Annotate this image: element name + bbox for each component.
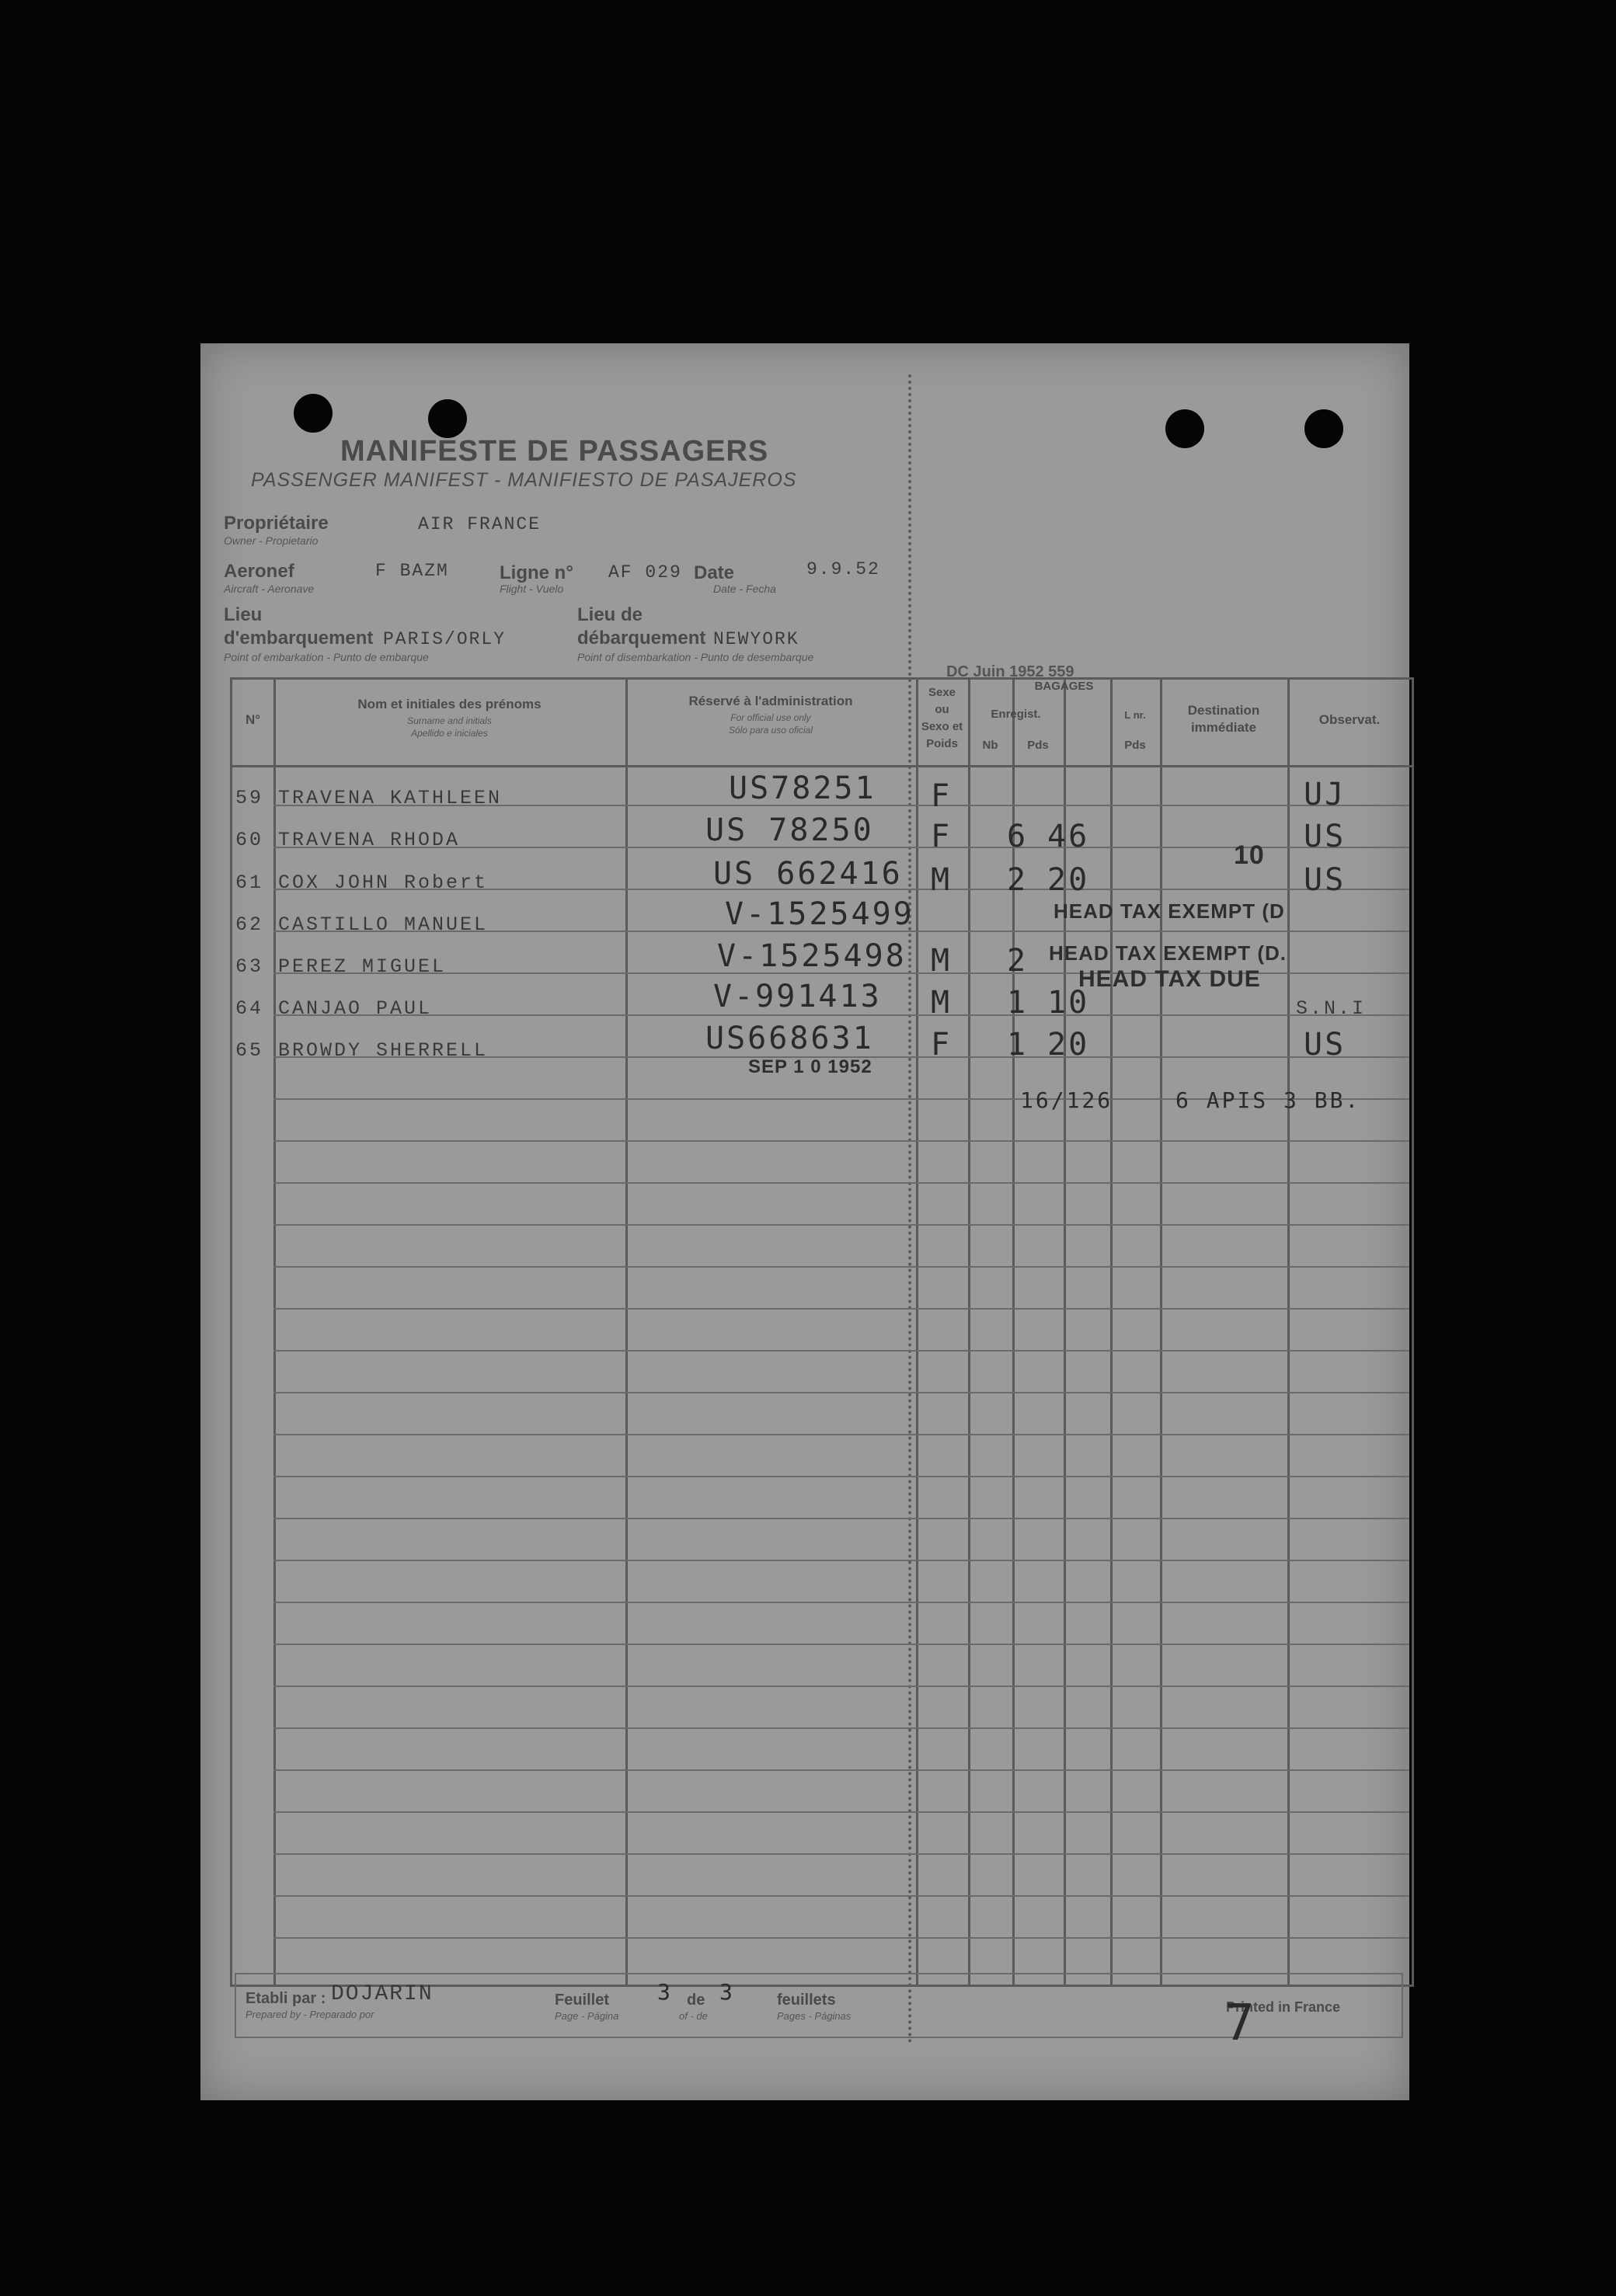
of-label: de bbox=[687, 1992, 705, 2009]
col-excess-pds: Pds bbox=[1124, 739, 1146, 752]
passport-number: V-1525498 bbox=[717, 938, 907, 974]
passenger-name: BROWDY SHERRELL bbox=[278, 1039, 489, 1062]
passport-number: US 662416 bbox=[713, 856, 903, 892]
table-rule bbox=[273, 1727, 1409, 1729]
manifest-sheet bbox=[200, 343, 1409, 2100]
passenger-sex: M bbox=[931, 985, 953, 1021]
row-no: 62 bbox=[235, 913, 264, 936]
col-name-sub1: Surname and initials bbox=[407, 715, 492, 726]
passenger-name: PEREZ MIGUEL bbox=[278, 955, 447, 978]
manifest-title: MANIFESTE DE PASSAGERS bbox=[340, 435, 769, 468]
passenger-name: TRAVENA KATHLEEN bbox=[278, 787, 503, 809]
table-rule bbox=[273, 1140, 1409, 1142]
row-no: 59 bbox=[235, 787, 264, 809]
destination-total-note: 6 APIS 3 BB. bbox=[1175, 1087, 1361, 1113]
remarks: US bbox=[1304, 862, 1346, 898]
table-rule bbox=[273, 1560, 1409, 1561]
passenger-sex: F bbox=[931, 819, 953, 854]
passenger-sex: M bbox=[931, 943, 953, 979]
table-rule bbox=[273, 1518, 1409, 1519]
disembark-label-1: Lieu de bbox=[577, 604, 643, 625]
punch-hole bbox=[428, 399, 467, 438]
embark-sublabel: Point of embarkation - Punto de embarque bbox=[224, 651, 429, 663]
punch-hole bbox=[1165, 409, 1204, 448]
date-label: Date bbox=[694, 562, 735, 583]
flight-sublabel: Flight - Vuelo bbox=[500, 583, 564, 595]
owner-label: Propriétaire bbox=[224, 513, 329, 534]
baggage-count: 1 bbox=[1007, 1027, 1029, 1063]
row-no: 64 bbox=[235, 997, 264, 1020]
row-no: 63 bbox=[235, 955, 264, 978]
passport-number: US 78250 bbox=[705, 812, 874, 848]
head-tax-stamp: HEAD TAX EXEMPT (D. bbox=[1049, 941, 1287, 965]
col-pds: Pds bbox=[1027, 739, 1049, 752]
aircraft-value: F BAZM bbox=[375, 561, 449, 581]
table-rule bbox=[273, 1350, 1409, 1352]
baggage-count: 1 bbox=[1007, 985, 1029, 1021]
passport-number: V-991413 bbox=[713, 979, 882, 1014]
remarks: US bbox=[1304, 1027, 1346, 1063]
col-destination-1: Destination bbox=[1187, 703, 1260, 718]
baggage-weight: 10 bbox=[1047, 985, 1090, 1021]
col-sex-2: ou bbox=[935, 703, 949, 716]
baggage-count: 2 bbox=[1007, 862, 1029, 898]
aircraft-label: Aeronef bbox=[224, 561, 294, 582]
col-sex-3: Sexo et bbox=[921, 720, 963, 733]
col-remarks: Observat. bbox=[1318, 712, 1381, 727]
disembark-value: NEWYORK bbox=[713, 629, 799, 649]
baggage-weight: 20 bbox=[1047, 862, 1090, 898]
table-rule bbox=[273, 1476, 1409, 1477]
col-excess: L nr. bbox=[1124, 709, 1146, 721]
col-destination-2: immédiate bbox=[1190, 720, 1257, 735]
date-sublabel: Date - Fecha bbox=[713, 583, 776, 595]
destination-mark: 10 bbox=[1234, 840, 1265, 870]
punch-hole bbox=[294, 394, 333, 433]
passenger-name: COX JOHN Robert bbox=[278, 871, 489, 894]
of-value: 3 bbox=[719, 1979, 735, 2005]
baggage-count: 6 bbox=[1007, 819, 1029, 854]
table-rule bbox=[273, 1811, 1409, 1813]
sheet-label: Feuillet bbox=[555, 1992, 610, 2009]
pages-label: feuillets bbox=[777, 1992, 836, 2009]
col-baggage: BAGAGES bbox=[1034, 680, 1094, 693]
table-rule bbox=[273, 1769, 1409, 1771]
manifest-subtitle: PASSENGER MANIFEST - MANIFIESTO DE PASAJEROS bbox=[251, 469, 797, 491]
table-rule bbox=[273, 1266, 1409, 1268]
table-rule bbox=[273, 1895, 1409, 1897]
col-admin-sub2: Sólo para uso oficial bbox=[728, 725, 813, 736]
remarks: US bbox=[1304, 819, 1346, 854]
date-value: 9.9.52 bbox=[806, 559, 880, 579]
row-no: 61 bbox=[235, 871, 264, 894]
pages-sublabel: Pages - Páginas bbox=[777, 2010, 852, 2022]
baggage-count: 2 bbox=[1007, 943, 1029, 979]
col-registered: Enregist. bbox=[991, 708, 1041, 721]
baggage-weight: 46 bbox=[1047, 819, 1090, 854]
col-admin: Réservé à l'administration bbox=[688, 694, 853, 708]
disembark-sublabel: Point of disembarkation - Punto de desembarque bbox=[577, 651, 814, 663]
owner-sublabel: Owner - Propietario bbox=[224, 534, 319, 547]
table-rule bbox=[273, 1308, 1409, 1310]
baggage-total: 16/126 bbox=[1020, 1087, 1113, 1113]
aircraft-sublabel: Aircraft - Aeronave bbox=[224, 583, 315, 595]
remarks: UJ bbox=[1304, 777, 1346, 812]
table-rule bbox=[273, 1685, 1409, 1687]
disembark-label-2: débarquement bbox=[577, 628, 706, 649]
owner-value: AIR FRANCE bbox=[418, 514, 542, 534]
printed-in-france: Printed in France bbox=[1226, 1999, 1341, 2015]
flight-label: Ligne n° bbox=[500, 562, 573, 583]
table-rule bbox=[273, 1644, 1409, 1645]
passenger-sex: F bbox=[931, 1027, 953, 1063]
passenger-name: CANJAO PAUL bbox=[278, 997, 433, 1020]
embark-value: PARIS/ORLY bbox=[383, 629, 507, 649]
head-tax-due-stamp: HEAD TAX DUE bbox=[1078, 966, 1261, 992]
col-nb: Nb bbox=[982, 739, 998, 752]
table-rule bbox=[273, 1224, 1409, 1226]
table-rule bbox=[273, 1434, 1409, 1435]
table-rule bbox=[273, 1182, 1409, 1184]
passenger-sex: F bbox=[931, 778, 953, 814]
form-code: DC Juin 1952 559 bbox=[946, 663, 1074, 680]
remarks: S.N.I bbox=[1296, 997, 1367, 1020]
passenger-sex: M bbox=[931, 862, 953, 898]
prepared-value: DOJARIN bbox=[331, 1982, 434, 2006]
embark-label-2: d'embarquement bbox=[224, 628, 374, 649]
col-sex-1: Sexe bbox=[928, 686, 956, 699]
passport-number: US78251 bbox=[729, 771, 876, 806]
col-name-sub2: Apellido e iniciales bbox=[411, 728, 488, 739]
page-mark: 7 bbox=[1224, 1995, 1257, 2052]
prepared-sublabel: Prepared by - Preparado por bbox=[246, 2009, 374, 2020]
head-tax-stamp: HEAD TAX EXEMPT (D bbox=[1054, 899, 1285, 923]
embark-label-1: Lieu bbox=[224, 604, 263, 625]
flight-value: AF 029 bbox=[608, 562, 682, 583]
table-rule bbox=[273, 1602, 1409, 1603]
of-sublabel: of - de bbox=[679, 2010, 708, 2022]
passenger-name: TRAVENA RHODA bbox=[278, 829, 461, 851]
passenger-name: CASTILLO MANUEL bbox=[278, 913, 489, 936]
row-no: 65 bbox=[235, 1039, 264, 1062]
sheet-value: 3 bbox=[657, 1979, 673, 2005]
sheet-sublabel: Page - Página bbox=[555, 2010, 619, 2022]
table-rule bbox=[273, 1937, 1409, 1939]
table-rule bbox=[273, 1014, 1409, 1016]
row-no: 60 bbox=[235, 829, 264, 851]
baggage-weight: 20 bbox=[1047, 1027, 1090, 1063]
table-rule bbox=[273, 1392, 1409, 1393]
date-stamp: SEP 1 0 1952 bbox=[748, 1056, 872, 1077]
col-sex-4: Poids bbox=[926, 737, 958, 750]
passport-number: US668631 bbox=[705, 1021, 874, 1056]
col-admin-sub1: For official use only bbox=[730, 712, 811, 723]
col-no: N° bbox=[245, 712, 261, 727]
table-rule bbox=[273, 1853, 1409, 1855]
passport-number: V-1525499 bbox=[725, 896, 914, 932]
prepared-label: Etabli par : bbox=[246, 1990, 326, 2007]
punch-hole bbox=[1304, 409, 1343, 448]
col-name: Nom et initiales des prénoms bbox=[357, 697, 542, 711]
